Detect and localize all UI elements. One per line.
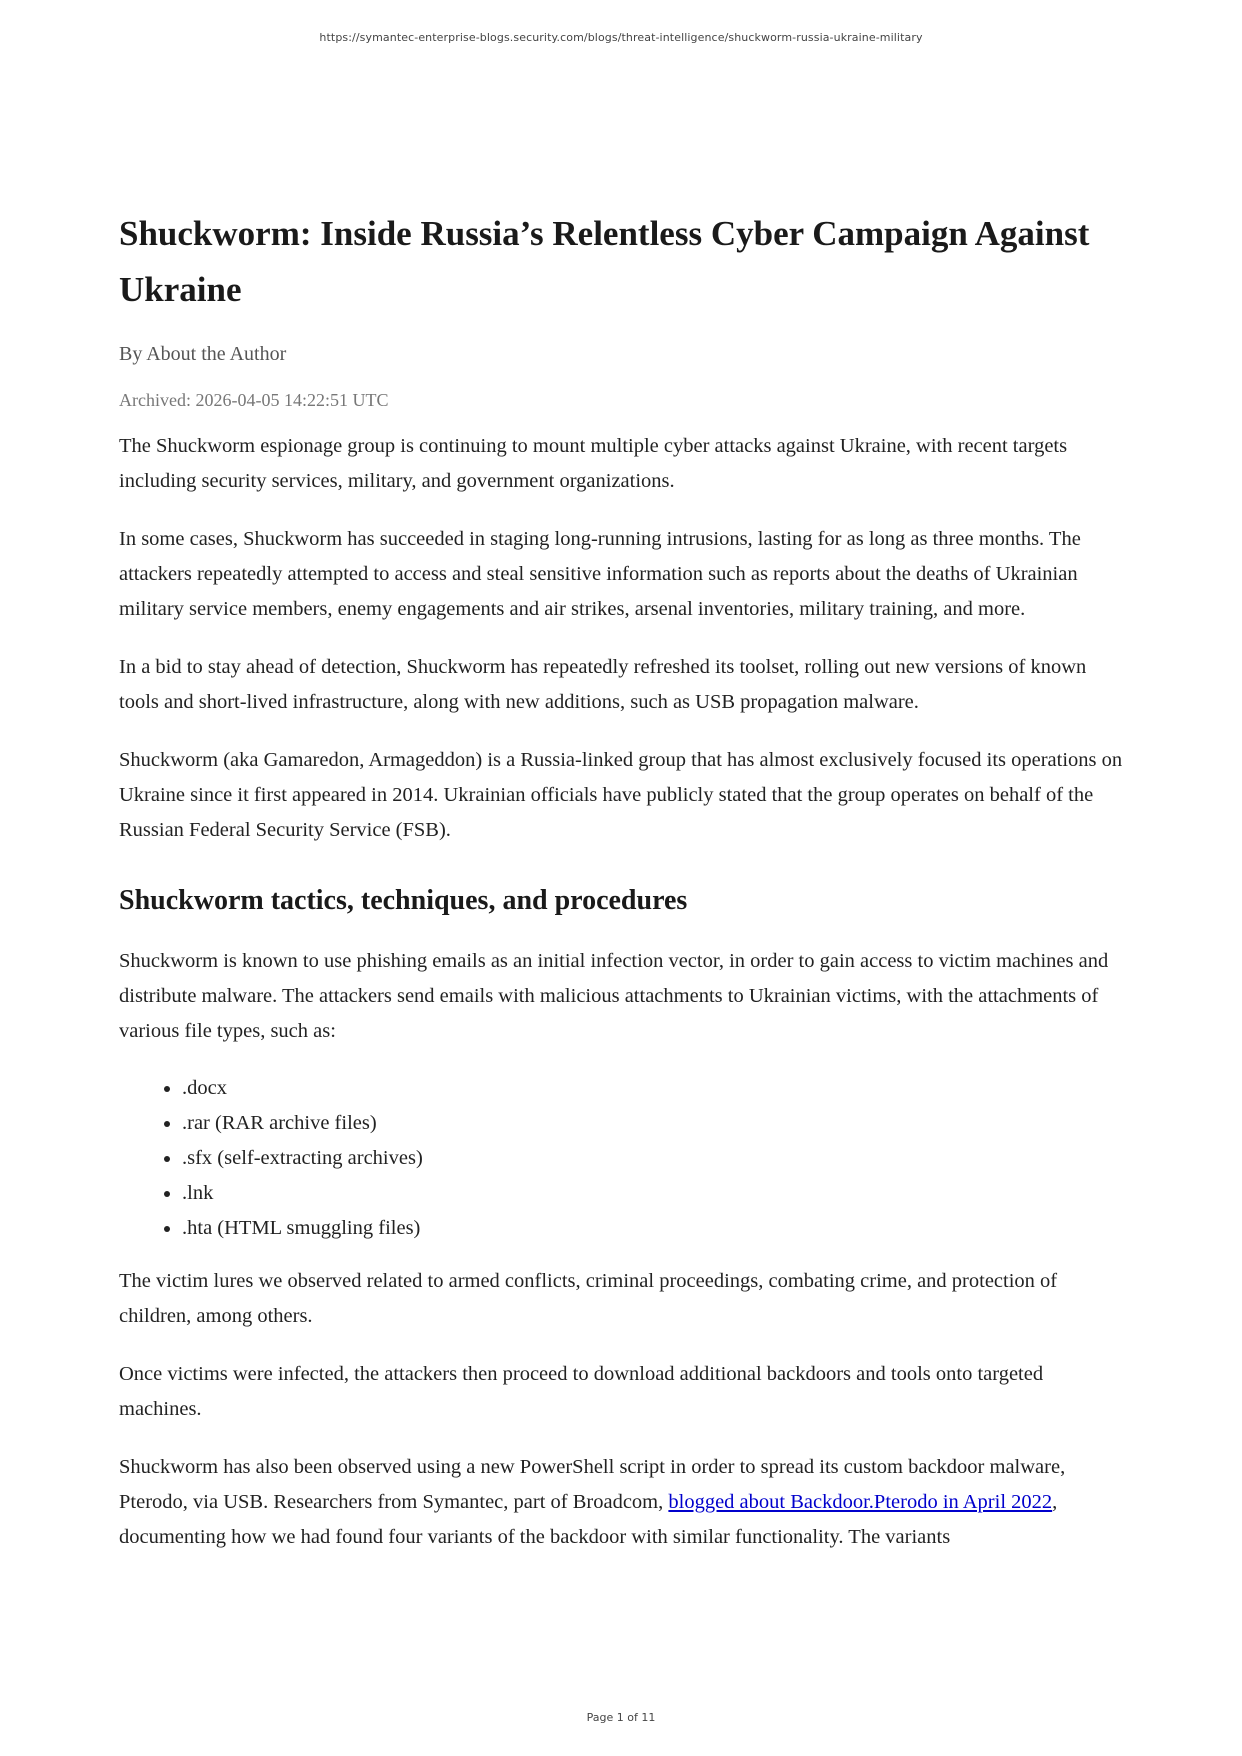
list-item: • .rar (RAR archive files)	[182, 1106, 1129, 1141]
article-byline: By About the Author	[119, 343, 287, 365]
infection-paragraph: Once victims were infected, the attackers then proceed to download additional backdoors and tools onto targeted machines.	[119, 1363, 1044, 1420]
intro-paragraph-3: In a bid to stay ahead of detection, Shuckworm has repeatedly refreshed its toolset, rolling out new versions of known tools and short-lived infrastructure, along with new additions, such as USB propagation malware.	[119, 656, 1087, 713]
list-item: • .hta (HTML smuggling files)	[182, 1211, 1129, 1246]
section-heading-ttps: Shuckworm tactics, techniques, and procedures	[119, 885, 688, 916]
section-intro-paragraph: Shuckworm is known to use phishing emails as an initial infection vector, in order to gain access to victim machines and distribute malware. The attackers send emails with malicious attachments to Ukrainian victims, with the attachments of various file types, such as:	[119, 950, 1109, 1042]
list-item: • .lnk	[182, 1176, 1129, 1211]
intro-paragraph-4: Shuckworm (aka Gamaredon, Armageddon) is a Russia-linked group that has almost exclusively focused its operations on Ukraine since it first appeared in 2014. Ukrainian officials have publicly stated that the group operates on behalf of the Russian Federal Security Service (FSB).	[119, 749, 1123, 841]
list-item: • .sfx (self-extracting archives)	[182, 1141, 1129, 1176]
intro-paragraph-1: The Shuckworm espionage group is continuing to mount multiple cyber attacks against Ukraine, with recent targets including security services, military, and government organizations.	[119, 435, 1068, 492]
page-number: Page 1 of 11	[586, 1711, 656, 1724]
victim-lures-paragraph: The victim lures we observed related to armed conflicts, criminal proceedings, combating crime, and protection of children, among others.	[119, 1270, 1058, 1327]
pterodo-paragraph	[119, 1450, 1129, 1555]
file-type-list	[119, 1071, 1129, 1246]
pterodo-blog-link[interactable]: blogged about Backdoor.Pterodo in April 2022	[668, 1491, 1053, 1513]
archived-timestamp: Archived: 2026-04-05 14:22:51 UTC	[119, 390, 389, 410]
intro-paragraph-2: In some cases, Shuckworm has succeeded in staging long-running intrusions, lasting for as long as three months. The attackers repeatedly attempted to access and steal sensitive information such as reports about the deaths of Ukrainian military service members, enemy engagements and air strikes, arsenal inventories, military training, and more.	[119, 528, 1081, 620]
list-item: • .docx	[182, 1071, 1129, 1106]
page-url-header: https://symantec-enterprise-blogs.security.com/blogs/threat-intelligence/shuckworm-russia-ukraine-military	[319, 31, 923, 44]
article-content	[119, 206, 1129, 1555]
pterodo-text-before-link: Shuckworm has also been observed using a new PowerShell script in order to spread its custom backdoor malware, Pterodo, via USB. Researchers from Symantec, part of Broadcom,	[119, 1456, 1066, 1513]
article-title: Shuckworm: Inside Russia’s Relentless Cyber Campaign Against Ukraine	[119, 214, 1090, 309]
pterodo-text-after-link: , documenting how we had found four variants of the backdoor with similar functionality. The variants	[119, 1491, 1058, 1548]
